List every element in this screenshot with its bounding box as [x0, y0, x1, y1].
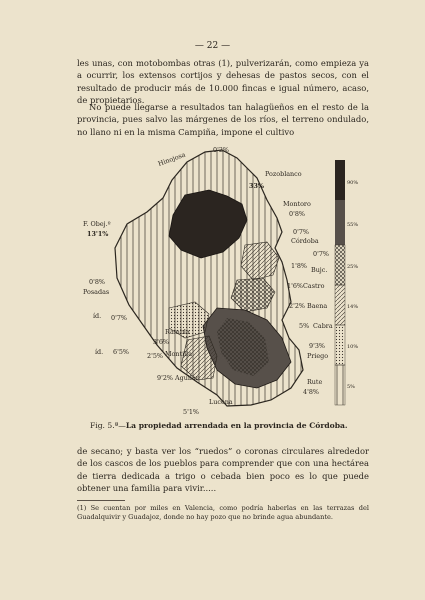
footnote-rule: [77, 500, 125, 501]
label-castro-name: Castro: [303, 282, 325, 290]
label-bujalance-value: 0'7%: [313, 250, 329, 258]
province-map-figure: [77, 140, 377, 420]
label-cordoba-value: 0'7%: [293, 228, 309, 236]
label-fobej-value: 13'1%: [87, 230, 109, 238]
label-id1-name: íd.: [93, 312, 102, 320]
page-number: — 22 —: [194, 41, 231, 51]
scale-bar: [335, 160, 358, 405]
label-montilla-value: 2'5%: [147, 352, 163, 360]
scale-label-2: 55%: [347, 222, 359, 228]
footnote: (1) Se cuentan por miles en Valencia, como podría haberlas en las terrazas del Guadalquivir y Guadajoz, donde no hay pozo que no brinde agua abundante.: [77, 504, 369, 522]
label-bujalance-pct: 1'8%: [291, 262, 307, 270]
label-cordoba-name: Córdoba: [291, 237, 319, 245]
label-rambla-value: 3'6%: [153, 338, 169, 346]
label-priego-name: Priego: [307, 352, 329, 360]
label-aguilar-value: 9'2%: [157, 374, 173, 382]
label-aguilar-name: Aguilar: [175, 374, 199, 382]
scale-label-5: 10%: [347, 344, 359, 350]
label-baena-value: 2'2%: [289, 302, 305, 310]
label-id2-value: 6'5%: [113, 348, 129, 356]
paragraph-1: les unas, con motobombas otras (1), pulverizarán, como empieza ya a ocurrir, los extensos cortijos y dehesas de pastos secos, con el resultado de producir más de 10.000 fincas e igual número, acaso, de propietarios.: [77, 58, 369, 106]
figure-caption: [90, 421, 348, 430]
label-cabra-value: 5%: [299, 322, 310, 330]
label-fobej-name: F. Obej.º: [83, 220, 111, 228]
scale-label-6: 5%: [347, 384, 355, 390]
scale-label-1: 90%: [347, 180, 359, 186]
label-posadas-name: Posadas: [83, 288, 110, 296]
label-rute-name: Rute: [307, 378, 323, 386]
label-id1-value: 0'7%: [111, 314, 127, 322]
label-montoro-name: Montoro: [283, 200, 311, 208]
caption-text: La propiedad arrendada en la provincia de Córdoba.: [125, 421, 348, 430]
label-rute-value: 4'8%: [303, 388, 319, 396]
paragraph-2: No puede llegarse a resultados tan halagüeños en el resto de la provincia, pues salvo las márgenes de los ríos, el terreno ondulado, no llano ni en la misma Campiña, impone el cultivo: [77, 102, 369, 137]
label-montoro-value: 0'8%: [289, 210, 305, 218]
label-montilla-name: Montilla: [165, 350, 193, 358]
label-castro-value: 1'6%: [287, 282, 303, 290]
label-id2-name: íd.: [95, 348, 104, 356]
scale-label-3: 25%: [347, 264, 359, 270]
label-lucena-value: 5'1%: [183, 408, 199, 416]
label-hinojosa-value: 0'2%: [213, 146, 229, 154]
label-hinojosa-name: Hinojosa: [156, 150, 187, 168]
paragraph-3: de secano; y basta ver los “ruedos” o coronas circulares alrededor de los cascos de los pueblos para comprender que con una hectárea de tierra dedicada a trigo o cebada bien poco es lo que puede obtener una familia para vivir.....: [77, 446, 369, 494]
label-baena-name: Baena: [307, 302, 328, 310]
label-priego-value: 9'3%: [309, 342, 325, 350]
label-pozoblanco-name: Pozoblanco: [265, 170, 302, 178]
label-pozoblanco-value: 33%: [249, 182, 264, 190]
caption-prefix: Fig. 5.ª—: [90, 421, 126, 430]
label-rambla-name: Rambla: [165, 328, 190, 336]
label-lucena-name: Lucena: [209, 398, 233, 406]
label-bujalance-name: Bujc.: [311, 266, 328, 274]
label-posadas-value: 0'8%: [89, 278, 105, 286]
scale-label-4: 14%: [347, 304, 359, 310]
label-cabra-name: Cabra: [313, 322, 333, 330]
